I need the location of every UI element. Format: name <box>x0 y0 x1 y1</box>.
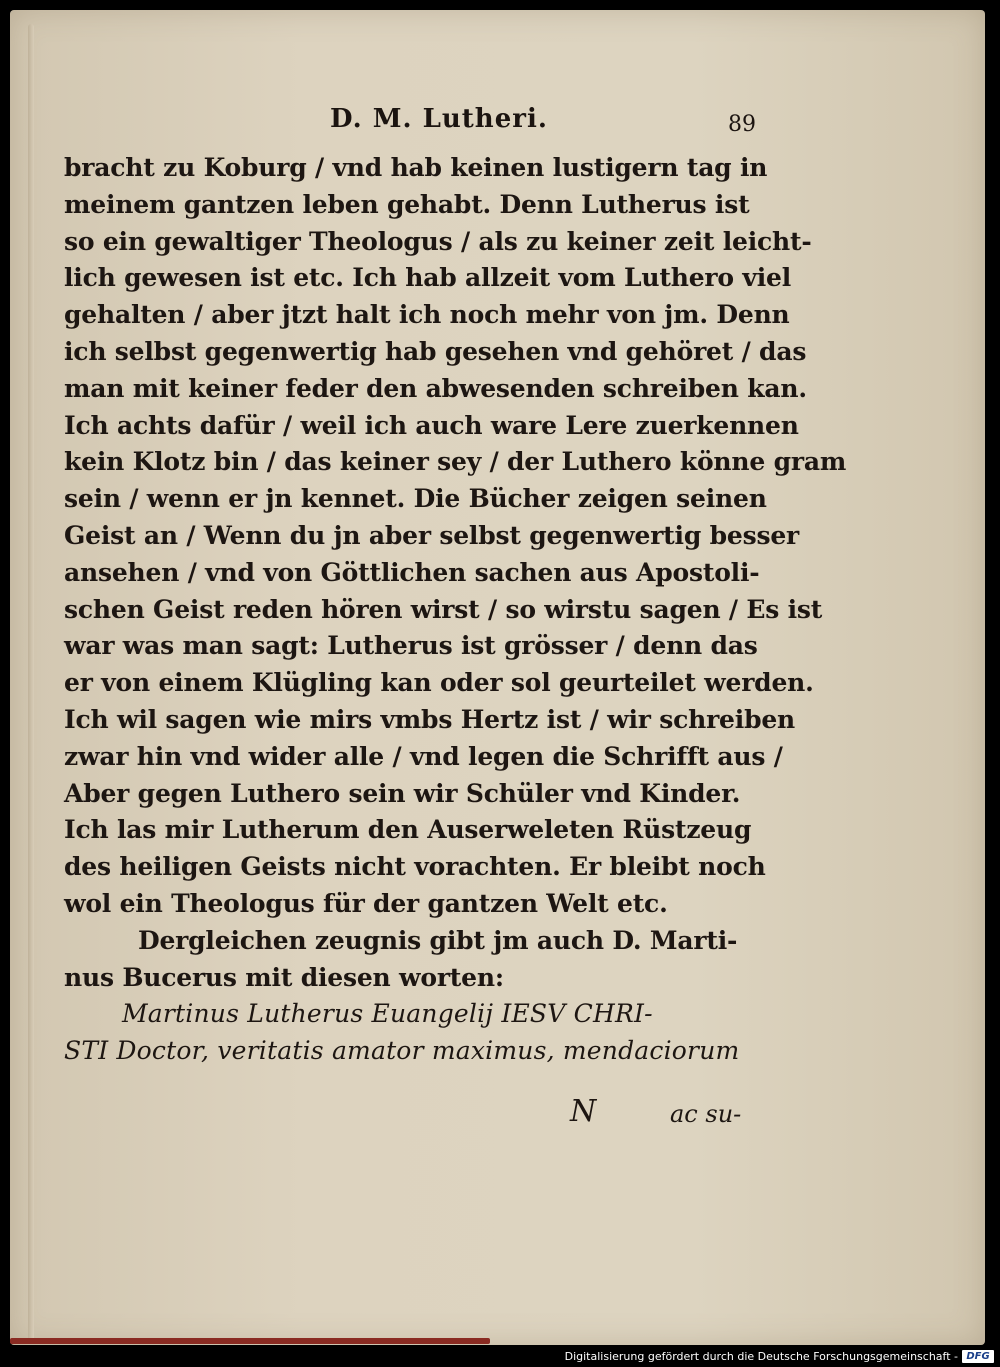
running-head: D. M. Lutheri. <box>330 104 548 134</box>
body-text <box>64 150 847 1070</box>
funding-credit: Digitalisierung gefördert durch die Deutsche Forschungsgemeinschaft - <box>564 1350 958 1363</box>
text-line: Ich achts dafür / weil ich auch ware Lere zuerkennen <box>64 410 799 440</box>
text-line: Aber gegen Luthero sein wir Schüler vnd Kinder. <box>64 778 741 808</box>
red-page-edge <box>10 1338 490 1344</box>
latin-quote-line: STI Doctor, veritatis amator maximus, mendaciorum <box>64 1036 740 1066</box>
text-line: er von einem Klügling kan oder sol geurteilet werden. <box>64 668 814 698</box>
catchword: ac su- <box>670 1100 742 1128</box>
text-line: meinem gantzen leben gehabt. Denn Lutherus ist <box>64 189 750 219</box>
text-line: so ein gewaltiger Theologus / als zu keiner zeit leicht- <box>64 226 812 256</box>
text-line: war was man sagt: Lutherus ist grösser / denn das <box>64 631 758 661</box>
text-line: Ich wil sagen wie mirs vmbs Hertz ist / wir schreiben <box>64 704 796 734</box>
signature-mark: N <box>570 1094 597 1129</box>
page-number: 89 <box>728 112 756 137</box>
latin-quote-line: Martinus Lutherus Euangelij IESV CHRI- <box>122 999 653 1029</box>
text-line: kein Klotz bin / das keiner sey / der Luthero könne gram <box>64 447 847 477</box>
footer-bar <box>0 1347 1000 1367</box>
text-line: Ich las mir Lutherum den Auserweleten Rüstzeug <box>64 815 752 845</box>
text-line: bracht zu Koburg / vnd hab keinen lustigern tag in <box>64 153 768 182</box>
text-line: ich selbst gegenwertig hab gesehen vnd gehöret / das <box>64 336 807 366</box>
text-line: Geist an / Wenn du jn aber selbst gegenwertig besser <box>64 520 800 550</box>
dfg-logo[interactable]: DFG <box>962 1350 994 1363</box>
text-line: des heiligen Geists nicht vorachten. Er bleibt noch <box>64 852 766 882</box>
text-line: wol ein Theologus für der gantzen Welt etc. <box>64 888 668 918</box>
text-line: nus Bucerus mit diesen worten: <box>64 962 504 992</box>
text-line: gehalten / aber jtzt halt ich noch mehr von jm. Denn <box>64 300 790 330</box>
text-line: lich gewesen ist etc. Ich hab allzeit vom Luthero viel <box>64 263 791 293</box>
text-line: schen Geist reden hören wirst / so wirstu sagen / Es ist <box>64 594 823 624</box>
text-line: man mit keiner feder den abwesenden schreiben kan. <box>64 373 807 403</box>
text-line: zwar hin vnd wider alle / vnd legen die Schrifft aus / <box>64 741 783 771</box>
paragraph-start-line: Dergleichen zeugnis gibt jm auch D. Marti- <box>138 925 738 955</box>
page-gutter-edge <box>28 24 34 1344</box>
text-line: sein / wenn er jn kennet. Die Bücher zeigen seinen <box>64 484 767 514</box>
text-line: ansehen / vnd von Göttlichen sachen aus Apostoli- <box>64 557 760 587</box>
